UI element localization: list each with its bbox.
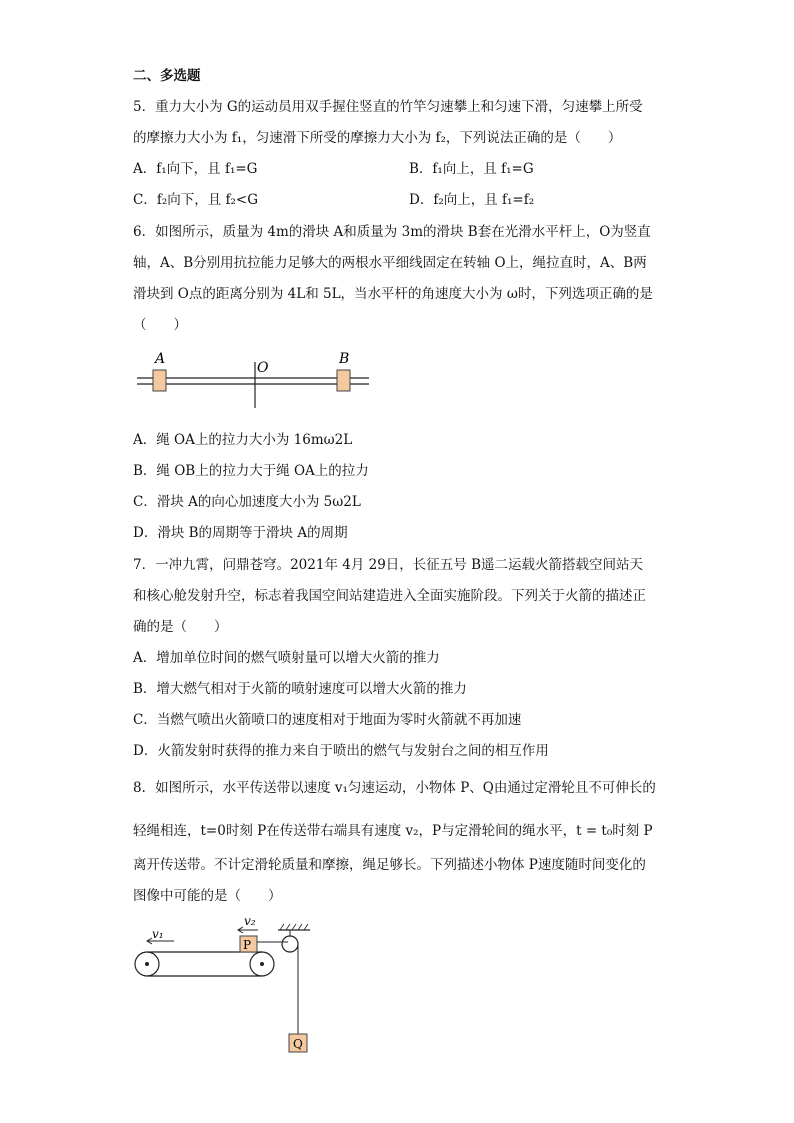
q8-figure-conveyor xyxy=(130,910,320,1058)
q7-stem-line1: 7．一冲九霄，问鼎苍穹。2021年 4月 29日，长征五号 B遥二运载火箭搭载空间站天 xyxy=(133,557,644,573)
q6-stem-line3: 滑块到 O点的距离分别为 4L和 5L，当水平杆的角速度大小为 ω时，下列选项正确的是 xyxy=(133,286,653,302)
label-a: A xyxy=(155,351,166,367)
label-v1: v₁ xyxy=(152,927,164,941)
q6-option-d: D．滑块 B的周期等于滑块 A的周期 xyxy=(133,525,348,541)
q5-option-c: C．f₂向下，且 f₂<G xyxy=(133,192,259,208)
section-heading: 二、多选题 xyxy=(133,68,201,84)
q7-option-d: D．火箭发射时获得的推力来自于喷出的燃气与发射台之间的相互作用 xyxy=(133,743,549,759)
q6-figure-rod xyxy=(133,348,378,410)
q5-option-d: D．f₂向上，且 f₁=f₂ xyxy=(409,192,535,208)
q6-option-a: A．绳 OA上的拉力大小为 16mω2L xyxy=(133,432,353,448)
q6-stem-line4: （ ） xyxy=(133,317,187,333)
q5-stem-line1: 5．重力大小为 G的运动员用双手握住竖直的竹竿匀速攀上和匀速下滑，匀速攀上所受 xyxy=(133,99,643,115)
slider-b-block xyxy=(337,370,350,391)
q7-option-a: A．增加单位时间的燃气喷射量可以增大火箭的推力 xyxy=(133,650,440,666)
q8-stem-line3: 离开传送带。不计定滑轮质量和摩擦，绳足够长。下列描述小物体 P速度随时间变化的 xyxy=(133,857,646,873)
label-p: P xyxy=(243,938,252,952)
q8-stem-line4: 图像中可能的是（ ） xyxy=(133,888,282,904)
q7-option-b: B．增大燃气相对于火箭的喷射速度可以增大火箭的推力 xyxy=(133,681,467,697)
q6-option-b: B．绳 OB上的拉力大于绳 OA上的拉力 xyxy=(133,463,369,479)
pulley xyxy=(282,936,298,952)
label-v2: v₂ xyxy=(244,914,256,928)
q8-stem-line2: 轻绳相连，t=0时刻 P在传送带右端具有速度 v₂，P与定滑轮间的绳水平，t = t₀时刻 P xyxy=(133,823,653,839)
q5-stem-line2: 的摩擦力大小为 f₁，匀速滑下所受的摩擦力大小为 f₂，下列说法正确的是（ ） xyxy=(133,130,622,146)
q6-stem-line2: 轴，A、B分别用抗拉能力足够大的两根水平细线固定在转轴 O上，绳拉直时，A、B两 xyxy=(133,255,647,271)
q5-option-b: B．f₁向上，且 f₁=G xyxy=(409,161,534,177)
label-o: O xyxy=(257,360,269,376)
slider-a-block xyxy=(153,370,166,391)
label-b: B xyxy=(339,351,350,367)
q7-stem-line2: 和核心舱发射升空，标志着我国空间站建造进入全面实施阶段。下列关于火箭的描述正 xyxy=(133,588,646,604)
label-q: Q xyxy=(293,1037,303,1051)
q8-stem-line1: 8．如图所示，水平传送带以速度 v₁匀速运动，小物体 P、Q由通过定滑轮且不可伸长的 xyxy=(133,780,656,796)
q7-stem-line3: 确的是（ ） xyxy=(133,619,228,635)
q7-option-c: C．当燃气喷出火箭喷口的速度相对于地面为零时火箭就不再加速 xyxy=(133,712,522,728)
q6-stem-line1: 6．如图所示，质量为 4m的滑块 A和质量为 3m的滑块 B套在光滑水平杆上，O为竖直 xyxy=(133,224,651,240)
q6-option-c: C．滑块 A的向心加速度大小为 5ω2L xyxy=(133,494,361,510)
q5-option-a: A．f₁向下，且 f₁=G xyxy=(133,161,258,177)
